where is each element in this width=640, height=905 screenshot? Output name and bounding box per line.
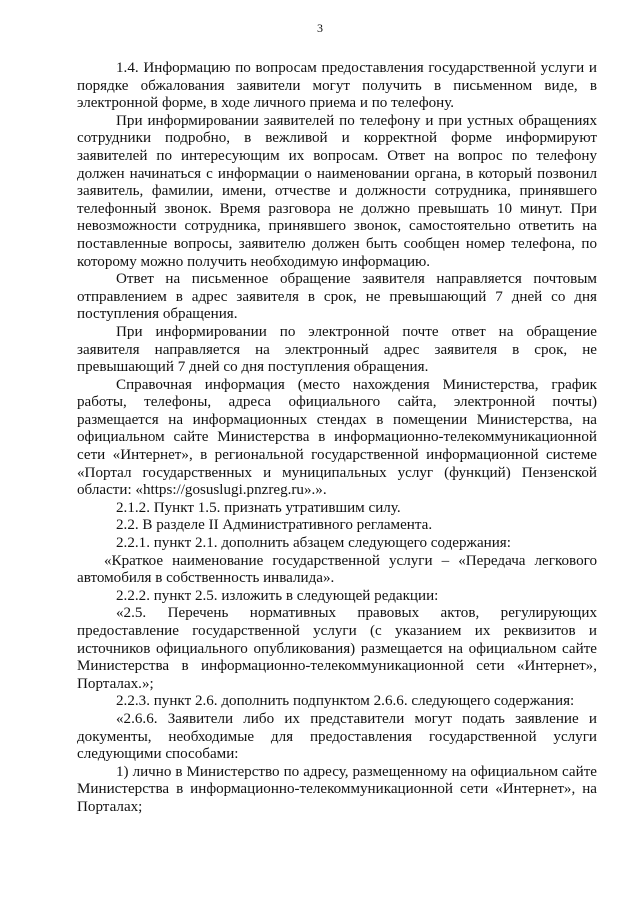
page-number: 3 bbox=[317, 21, 323, 35]
paragraph-written-reply: Ответ на письменное обращение заявителя направляется почтовым отправлением в адрес заявителя в срок, не превышающий 7 дней со дня поступления обращения. bbox=[77, 271, 597, 323]
paragraph-method-1: 1) лично в Министерство по адресу, размещенному на официальном сайте Министерства в информационно-телекоммуникационной сети «Интернет», на Порталах; bbox=[77, 763, 597, 815]
paragraph-2-2-2: 2.2.2. пункт 2.5. изложить в следующей редакции: bbox=[116, 587, 439, 604]
paragraph-phone-info: При информировании заявителей по телефону и при устных обращениях сотрудники подробно, в вежливой и корректной форме информируют заявителей по интересующим их вопросам. Ответ на вопрос по телефону должен начинаться с информации о наименовании органа, в который позвонил заявитель, фамилии, имени, отчестве и должности сотрудника, принявшего телефонный звонок. Время разговора не должно превышать 10 минут. При невозможности сотрудника, принявшего звонок, самостоятельно ответить на поставленные вопросы, заявителю должен быть сообщен номер телефона, по которому можно получить необходимую информацию. bbox=[77, 112, 597, 270]
paragraph-2-5: «2.5. Перечень нормативных правовых актов, регулирующих предоставление государственной услуги (с указанием их реквизитов и источников официального опубликования) размещается на официальном сайте Министерства в информационно-телекоммуникационной сети «Интернет», Порталах.»; bbox=[77, 605, 597, 692]
paragraph-reference-info: Справочная информация (место нахождения Министерства, график работы, телефоны, адреса официального сайта, электронной почты) размещается на информационных стендах в помещении Министерства, на официальном сайте Министерства в информационно-телекоммуникационной сети «Интернет», в региональной государственной информационной системе «Портал государственных и муниципальных услуг (функций) Пензенской области: «https://gosuslugi.pnzreg.ru».». bbox=[77, 376, 597, 499]
document-body bbox=[77, 60, 597, 817]
paragraph-short-name: «Краткое наименование государственной услуги – «Передача легкового автомобиля в собственность инвалида». bbox=[77, 552, 597, 587]
paragraph-2-1-2: 2.1.2. Пункт 1.5. признать утратившим силу. bbox=[116, 499, 401, 516]
paragraph-2-6-6: «2.6.6. Заявители либо их представители могут подать заявление и документы, необходимые для предоставления государственной услуги следующими способами: bbox=[77, 710, 597, 763]
paragraph-2-2-3: 2.2.3. пункт 2.6. дополнить подпунктом 2.6.6. следующего содержания: bbox=[116, 693, 575, 710]
paragraph-2-2: 2.2. В разделе II Административного регламента. bbox=[116, 517, 433, 534]
paragraph-email-reply: При информировании по электронной почте ответ на обращение заявителя направляется на электронный адрес заявителя в срок, не превышающий 7 дней со дня поступления обращения. bbox=[77, 323, 597, 376]
paragraph-2-2-1: 2.2.1. пункт 2.1. дополнить абзацем следующего содержания: bbox=[116, 535, 511, 552]
paragraph-1-4: 1.4. Информацию по вопросам предоставления государственной услуги и порядке обжалования заявители могут получить в письменном виде, в электронной форме, в ходе личного приема и по телефону. bbox=[77, 60, 597, 112]
